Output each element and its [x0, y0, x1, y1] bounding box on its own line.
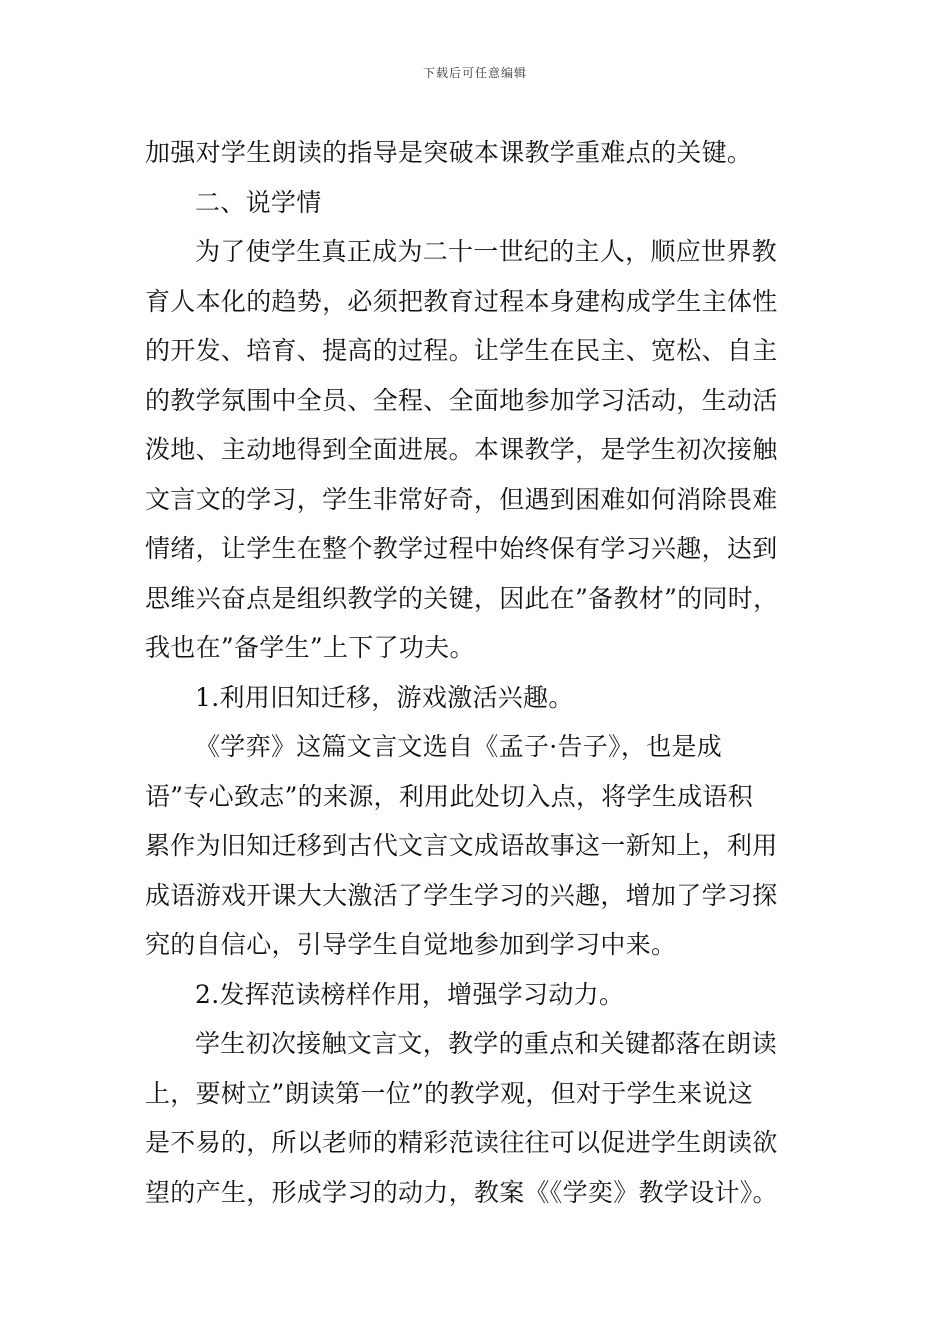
text-line-13: 《学弈》这篇文言文选自《孟子·告子》，也是成	[195, 732, 723, 761]
text-line-6: 的教学氛围中全员、全程、全面地参加学习活动，生动活	[145, 385, 778, 415]
text-line-14: 语”专心致志”的来源，利用此处切入点，将学生成语积	[145, 781, 754, 811]
section-heading-student-situation: 二、说学情	[195, 187, 322, 217]
page-header: 下载后可任意编辑	[422, 66, 527, 80]
text-line-4: 育人本化的趋势，必须把教育过程本身建构成学生主体性	[145, 286, 778, 316]
text-line-8: 文言文的学习，学生非常好奇，但遇到困难如何消除畏难	[145, 484, 778, 514]
text-line-16: 成语游戏开课大大激活了学生学习的兴趣，增加了学习探	[145, 880, 778, 910]
text-line-9: 情绪，让学生在整个教学过程中始终保有学习兴趣，达到	[145, 534, 778, 563]
text-line-3: 为了使学生真正成为二十一世纪的主人，顺应世界教	[195, 237, 777, 266]
text-line-11: 我也在”备学生”上下了功夫。	[145, 633, 475, 662]
text-line-1: 加强对学生朗读的指导是突破本课教学重难点的关键。	[145, 138, 753, 167]
subheading-2: 2.发挥范读榜样作用，增强学习动力。	[195, 979, 625, 1009]
text-line-19: 学生初次接触文言文，教学的重点和关键都落在朗读	[195, 1029, 777, 1058]
subheading-1: 1.利用旧知迁移，游戏激活兴趣。	[195, 682, 574, 712]
text-line-21: 是不易的，所以老师的精彩范读往往可以促进学生朗读欲	[145, 1128, 778, 1157]
text-line-22: 望的产生，形成学习的动力，教案《《学奕》教学设计》。	[145, 1177, 778, 1207]
text-line-5: 的开发、培育、提高的过程。让学生在民主、宽松、自主	[145, 336, 778, 365]
text-line-7: 泼地、主动地得到全面进展。本课教学，是学生初次接触	[145, 435, 778, 464]
text-line-20: 上，要树立”朗读第一位”的教学观，但对于学生来说这	[145, 1078, 754, 1108]
text-line-15: 累作为旧知迁移到古代文言文成语故事这一新知上，利用	[145, 831, 778, 860]
text-line-10: 思维兴奋点是组织教学的关键，因此在”备教材”的同时，	[145, 583, 779, 613]
document-body	[145, 128, 825, 1217]
text-line-17: 究的自信心，引导学生自觉地参加到学习中来。	[145, 930, 677, 959]
